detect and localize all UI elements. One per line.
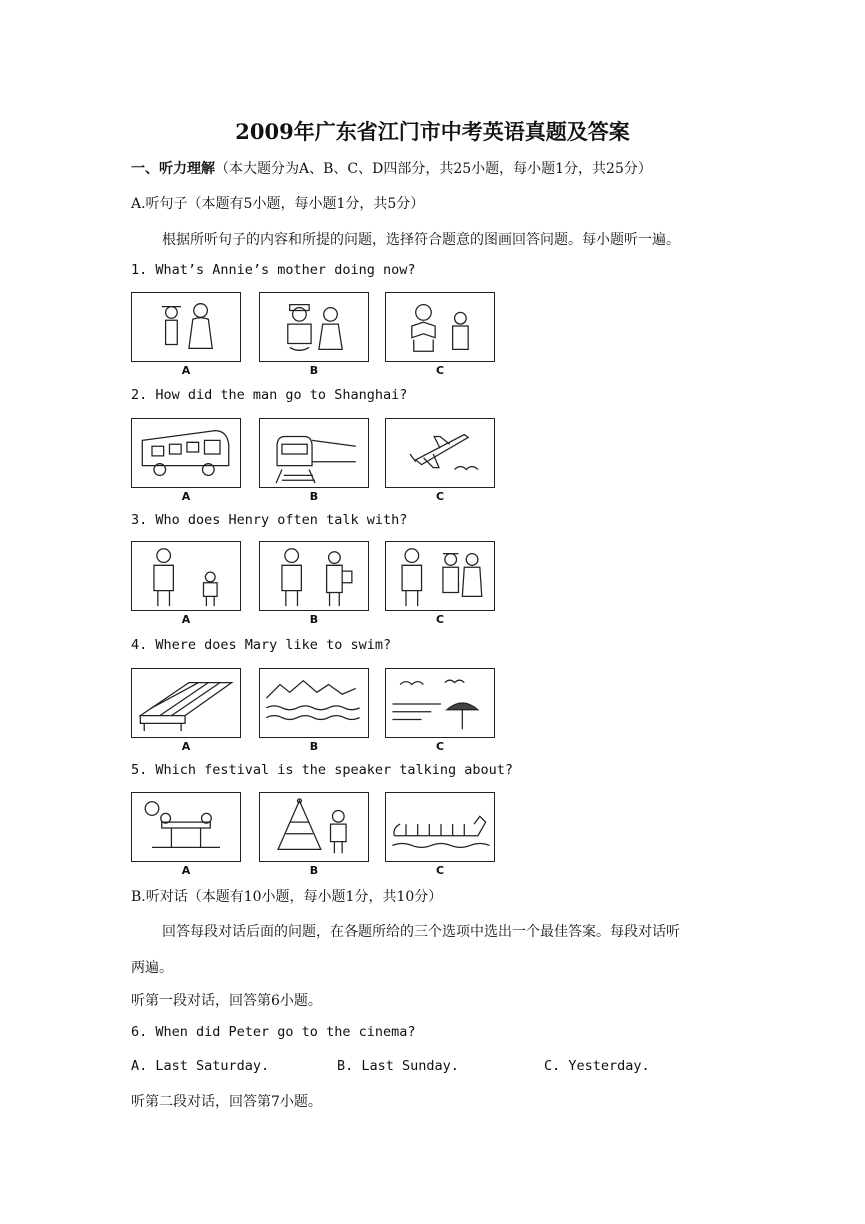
option-label-c: C xyxy=(435,490,445,503)
question-6-option-b: B. Last Sunday. xyxy=(337,1058,459,1074)
option-label-b: B xyxy=(309,864,319,877)
question-1: 1. What’s Annie’s mother doing now? xyxy=(131,262,416,278)
dialog-1-prompt: 听第一段对话，回答第6小题。 xyxy=(131,993,322,1009)
option-label-c: C xyxy=(435,740,445,753)
section-title: 一、听力理解 xyxy=(131,161,215,177)
question-3-options xyxy=(131,541,501,631)
question-5: 5. Which festival is the speaker talking about? xyxy=(131,762,514,778)
question-1-options xyxy=(131,292,501,382)
option-picture-man[interactable] xyxy=(259,541,369,611)
part-a-heading: A.听句子（本题有5小题，每小题1分，共5分） xyxy=(131,196,425,212)
dialog-2-prompt: 听第二段对话，回答第7小题。 xyxy=(131,1094,322,1110)
option-picture-beach[interactable] xyxy=(385,668,495,738)
option-label-c: C xyxy=(435,864,445,877)
question-5-options xyxy=(131,792,501,882)
option-label-a: A xyxy=(181,613,191,626)
question-4-options xyxy=(131,668,501,758)
section-note: （本大题分为A、B、C、D四部分，共25小题，每小题1分，共25分） xyxy=(215,161,652,177)
option-picture-train[interactable] xyxy=(259,418,369,488)
section-heading xyxy=(131,158,652,178)
option-picture-bus[interactable] xyxy=(131,418,241,488)
option-label-a: A xyxy=(181,490,191,503)
option-picture-boy[interactable] xyxy=(131,541,241,611)
option-picture-pool[interactable] xyxy=(131,668,241,738)
option-picture-grandparents[interactable] xyxy=(385,541,495,611)
option-label-b: B xyxy=(309,364,319,377)
part-a-instruction: 根据所听句子的内容和所提的问题，选择符合题意的图画回答问题。每小题听一遍。 xyxy=(162,232,680,248)
option-label-a: A xyxy=(181,364,191,377)
question-6-option-c: C. Yesterday. xyxy=(544,1058,650,1074)
option-picture-reading[interactable] xyxy=(385,292,495,362)
question-4: 4. Where does Mary like to swim? xyxy=(131,637,392,653)
question-6-option-a: A. Last Saturday. xyxy=(131,1058,270,1074)
question-6: 6. When did Peter go to the cinema? xyxy=(131,1024,416,1040)
page-title: 2009年广东省江门市中考英语真题及答案 xyxy=(235,119,630,144)
option-picture-mid-autumn[interactable] xyxy=(131,792,241,862)
option-label-c: C xyxy=(435,364,445,377)
option-label-b: B xyxy=(309,490,319,503)
question-2: 2. How did the man go to Shanghai? xyxy=(131,387,408,403)
question-2-options xyxy=(131,418,501,508)
option-picture-river[interactable] xyxy=(259,668,369,738)
option-label-a: A xyxy=(181,864,191,877)
option-label-c: C xyxy=(435,613,445,626)
question-3: 3. Who does Henry often talk with? xyxy=(131,512,408,528)
option-picture-cooking[interactable] xyxy=(259,292,369,362)
option-picture-plane[interactable] xyxy=(385,418,495,488)
option-label-b: B xyxy=(309,740,319,753)
option-label-a: A xyxy=(181,740,191,753)
part-b-heading: B.听对话（本题有10小题，每小题1分，共10分） xyxy=(131,889,443,905)
option-picture-tailor[interactable] xyxy=(131,292,241,362)
option-picture-christmas[interactable] xyxy=(259,792,369,862)
part-b-instruction: 回答每段对话后面的问题，在各题所给的三个选项中选出一个最佳答案。每段对话听 xyxy=(162,924,680,940)
option-label-b: B xyxy=(309,613,319,626)
part-b-instruction-cont: 两遍。 xyxy=(131,960,173,976)
option-picture-dragon-boat[interactable] xyxy=(385,792,495,862)
